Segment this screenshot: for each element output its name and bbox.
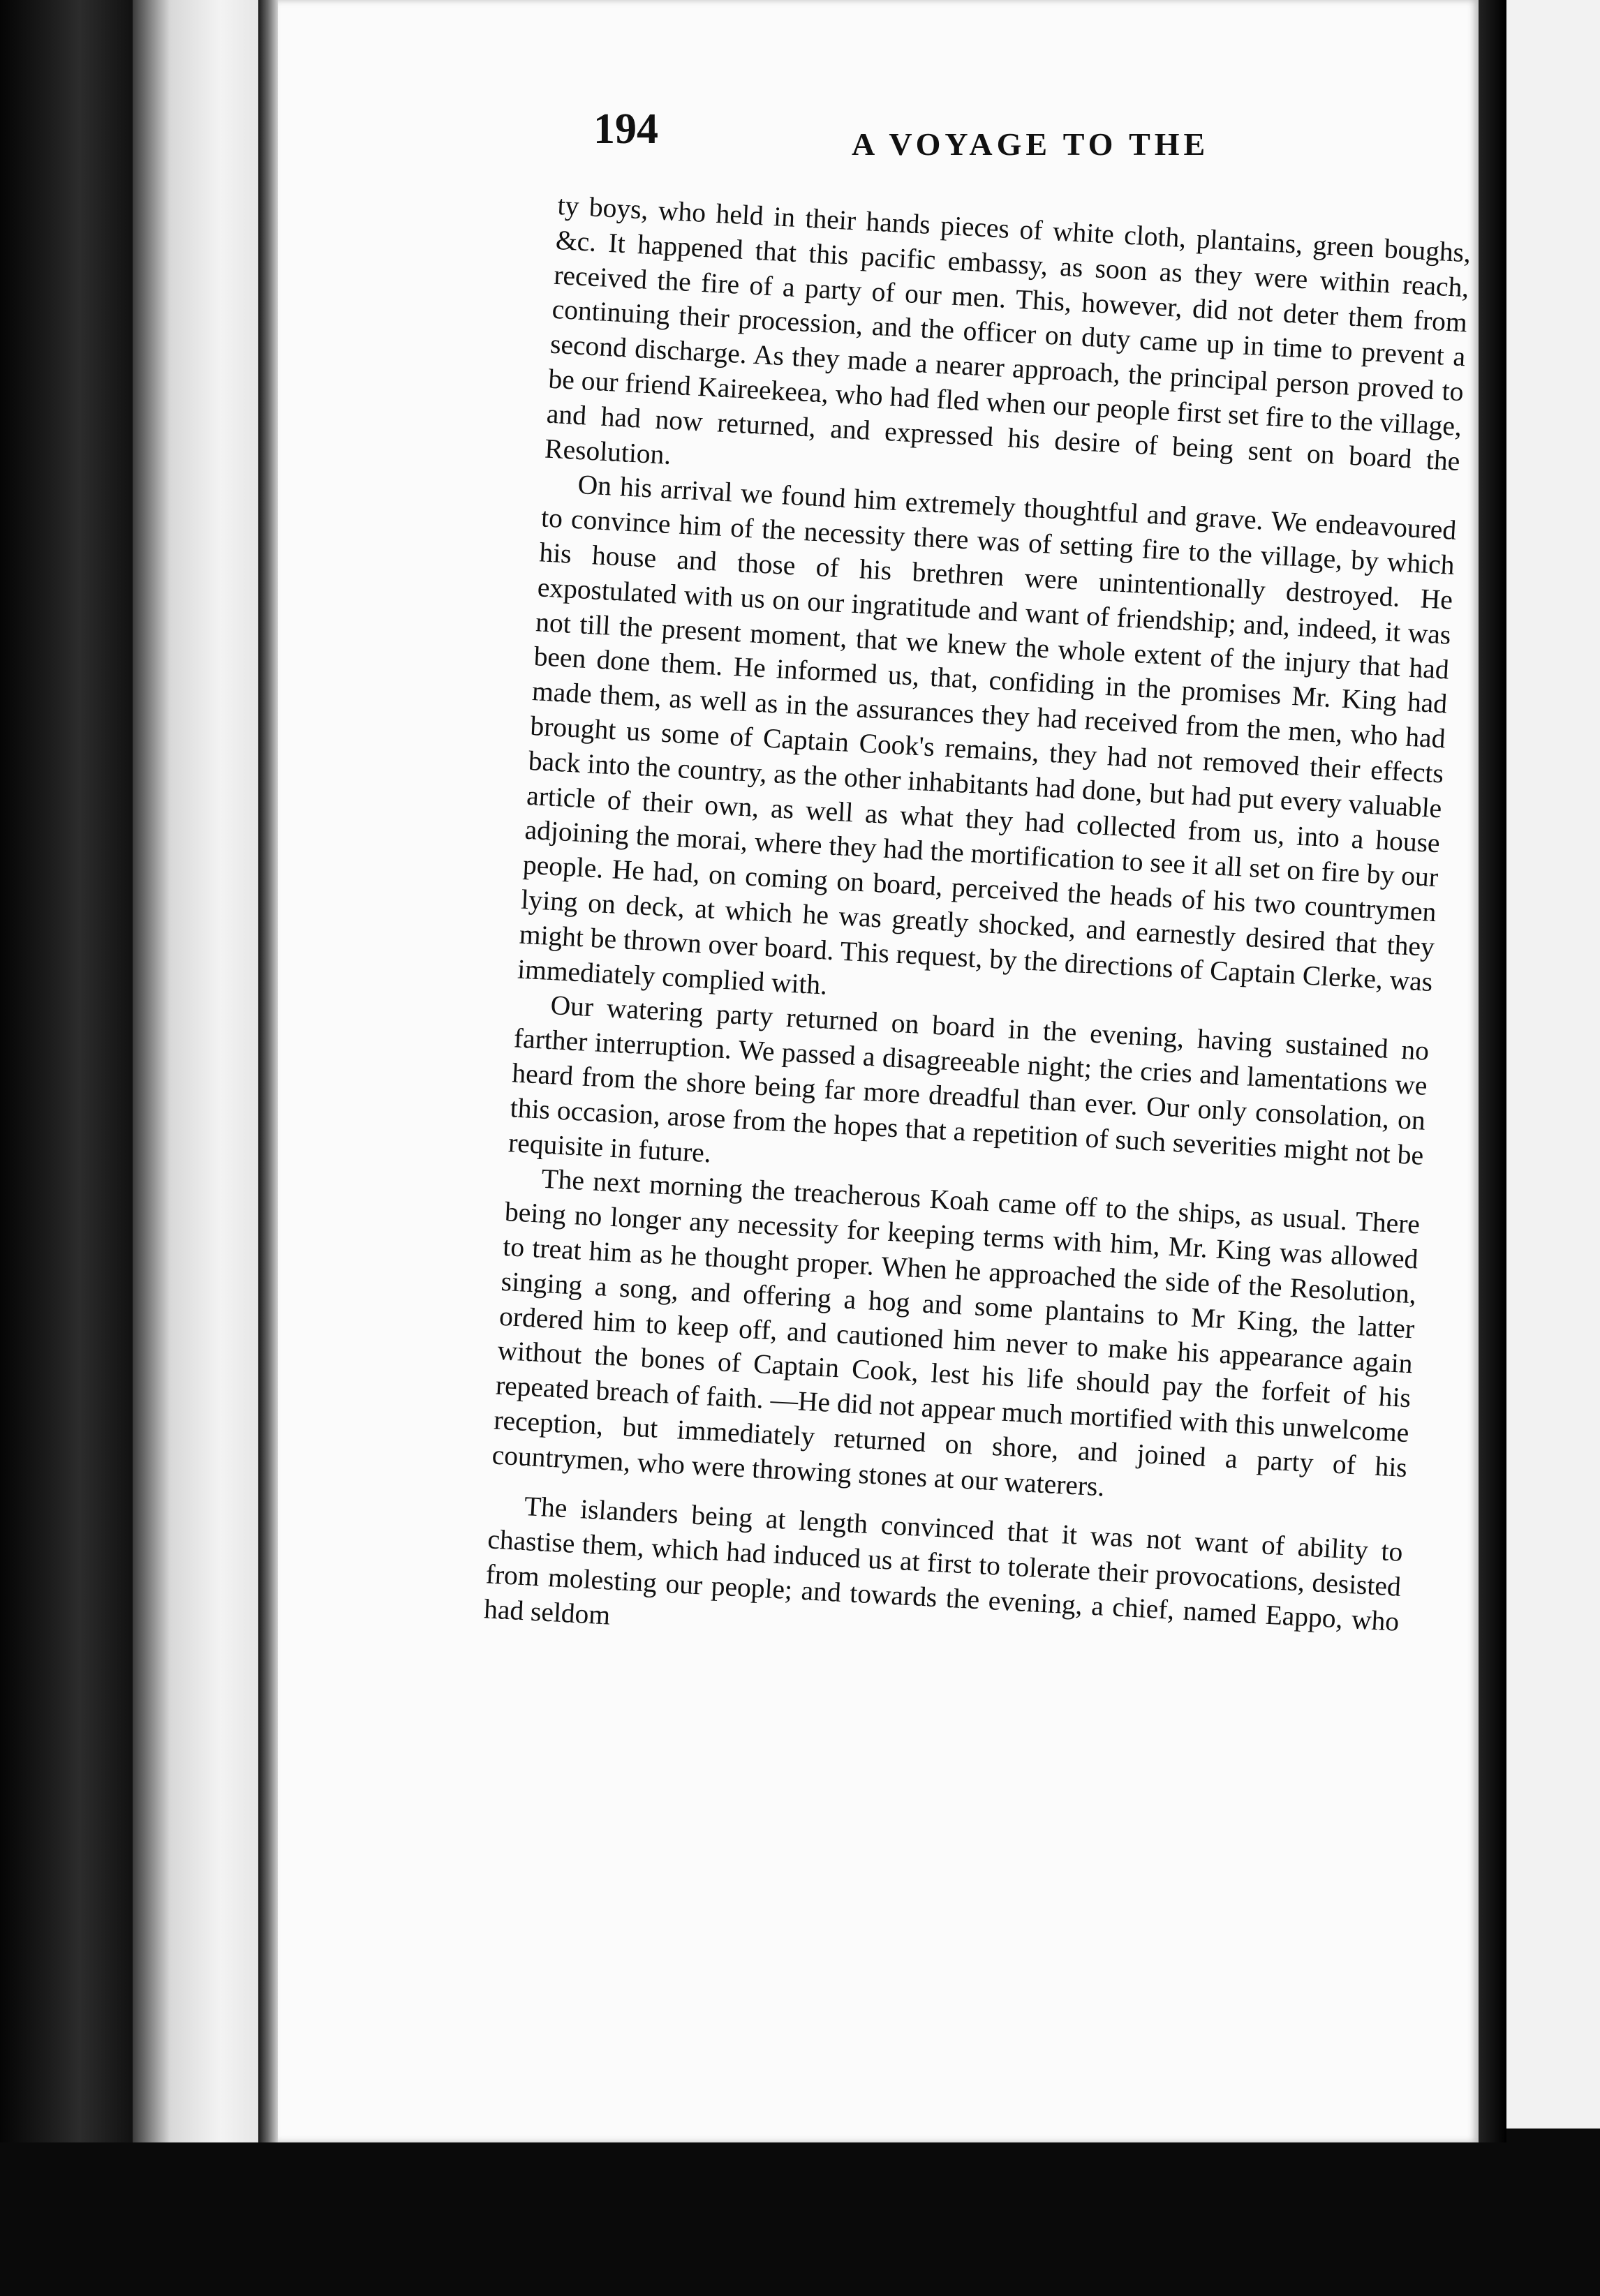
page-right-shadow bbox=[1479, 0, 1506, 2149]
body-text bbox=[483, 188, 1472, 1674]
paragraph: The islanders being at length convinced that it was not want of ability to chastise them, which had induced us at first to tolerate their provocations, desisted from molesting our people; and towards the evening, a chief, named Eappo, who had seldom bbox=[483, 1491, 1404, 1637]
previous-page-edge bbox=[133, 0, 258, 2163]
paragraph: The next morning the treacherous Koah came off to the ships, as usual. There being no longer any necessity for keeping terms with him, Mr. King was allowed to treat him as he thought proper. When he approached the side of the Resolution, singing a song, and offering a hog and some plantains to Mr King, the latter ordered him to keep off, and cautioned him never to make his appearance again without the bones of Captain Cook, lest his life should pay the forfeit of his repeated breach of faith. —He did not appear much mortified with this unwelcome reception, but immediately returned on shore, and joined a party of his countrymen, who were throwing stones at our waterers. bbox=[491, 1163, 1421, 1503]
page-header bbox=[593, 105, 1466, 181]
paragraph: Our watering party returned on board in the evening, having sustained no farther interruption. We passed a disagreeable night; the cries and lamentations we heard from the shore being far more dreadful than ever. Our only consolation, on this occasion, arose from the hopes that a repetition of such severities might not be requisite in future. bbox=[508, 990, 1430, 1171]
book-spine bbox=[0, 0, 133, 2296]
page-gutter bbox=[258, 0, 278, 2149]
scan-background bbox=[0, 2142, 1600, 2296]
page-number: 194 bbox=[593, 105, 658, 153]
next-page-edge bbox=[1506, 0, 1600, 2129]
paragraph: On his arrival we found him extremely thoughtful and grave. We endeavoured to convince him of the necessity there was of setting fire to the village, by which his house and those of his brethren were unintentionally destroyed. He expostulated with us on our ingratitude and want of friendship; and, indeed, it was not till the present moment, that we knew the whole extent of the injury that had been done them. He informed us, that, confiding in the promises Mr. King had made them, as well as in the assurances they had received from the men, who had brought us some of Captain Cook's remains, they had not removed their effects back into the country, as the other inhabitants had done, but had put every valuable article of their own, as well as what they had collected from us, into a house adjoining the morai, where they had the mortification to see it all set on fire by our people. He had, on coming on board, perceived the heads of his two countrymen lying on deck, at which he was greatly shocked, and earnestly desired that they might be thrown over board. This request, by the directions of Captain Clerke, was immediately complied with. bbox=[517, 469, 1458, 1001]
running-head: A VOYAGE TO THE bbox=[852, 126, 1210, 162]
paragraph: ty boys, who held in their hands pieces of white cloth, plantains, green boughs, &c. It happened that this pacific embassy, as soon as they were within reach, received the fire of a party of our men. This, however, did not deter them from continuing their procession, and the officer on duty came up in time to prevent a second discharge. As they made a nearer approach, the principal person proved to be our friend Kaireekeea, who had fled when our people first set fire to the village, and had now returned, and expressed his desire of being sent on board the Resolution. bbox=[544, 189, 1472, 477]
